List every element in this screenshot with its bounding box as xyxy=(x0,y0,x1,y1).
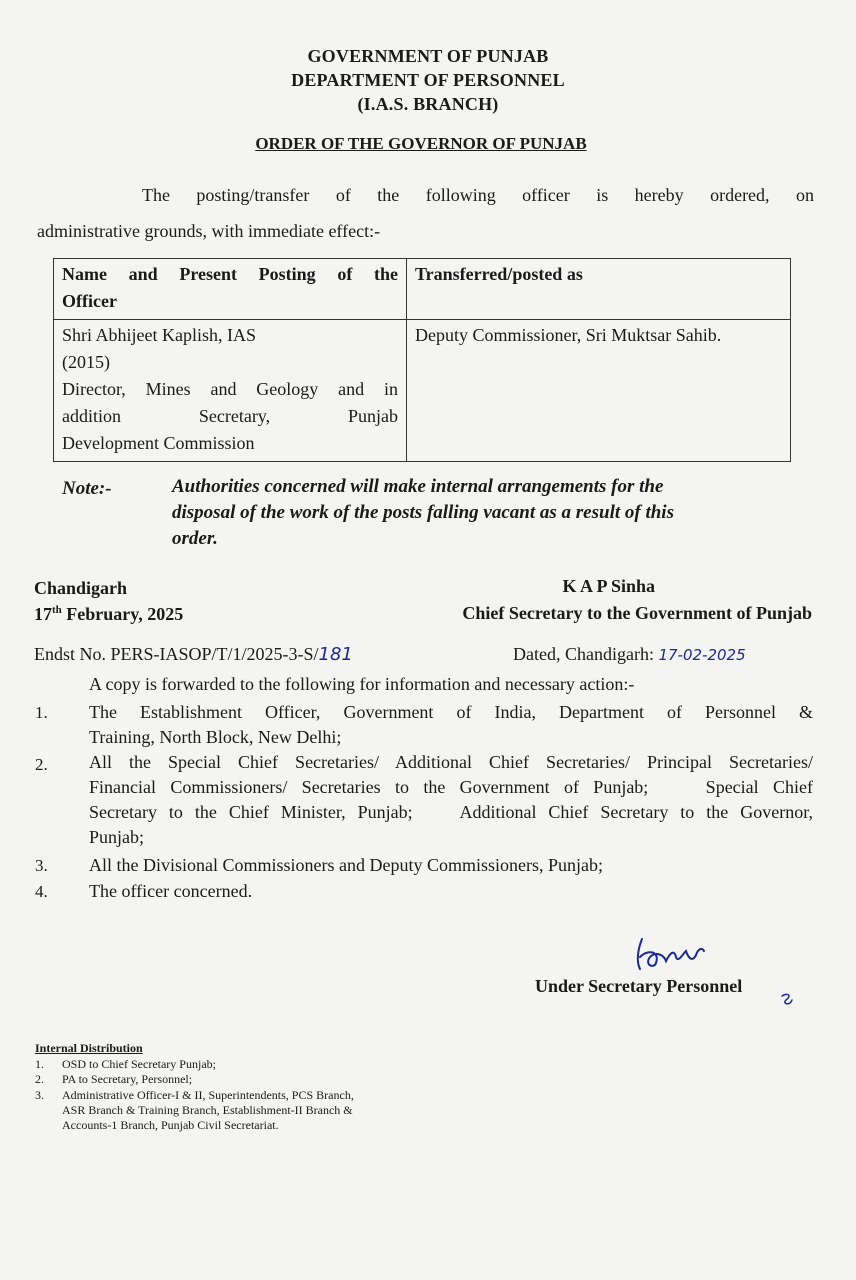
officer-line: Development Commission xyxy=(62,433,255,453)
recipient-line: Punjab; xyxy=(89,827,145,847)
recipient-line: The Establishment Officer, Government of India, Department of Personnel & xyxy=(89,702,813,722)
endst-number xyxy=(34,644,353,665)
date-day: 17 xyxy=(34,604,52,624)
date-rest: February, 2025 xyxy=(66,604,184,624)
recipient-line: Financial Commissioners/ Secretaries to the Government of Punjab; Special Chief xyxy=(89,777,813,797)
col1-header-line-1: Name and Present Posting of the xyxy=(62,264,398,284)
officer-line: addition Secretary, Punjab xyxy=(62,406,398,426)
recipient-line: The officer concerned. xyxy=(89,881,253,901)
header-government: GOVERNMENT OF PUNJAB xyxy=(307,46,549,66)
date-suffix: th xyxy=(52,604,62,616)
recipient-line: All the Divisional Commissioners and Deputy Commissioners, Punjab; xyxy=(89,855,603,875)
distribution-item xyxy=(62,1088,354,1133)
recipient-item xyxy=(89,750,813,850)
officer-line: Shri Abhijeet Kaplish, IAS xyxy=(62,325,256,345)
officer-line: Director, Mines and Geology and in xyxy=(62,379,398,399)
endst-handwritten-date: 17-02-2025 xyxy=(658,646,746,664)
recipient-item xyxy=(89,879,813,904)
distribution-number: 2. xyxy=(35,1072,44,1086)
posting-cell: Deputy Commissioner, Sri Muktsar Sahib. xyxy=(407,320,791,462)
distribution-item: PA to Secretary, Personnel; xyxy=(62,1072,193,1086)
distribution-line: Administrative Officer-I & II, Superintendents, PCS Branch, xyxy=(62,1088,354,1102)
under-secretary: Under Secretary Personnel xyxy=(535,976,743,996)
endst-dated-label: Dated, Chandigarh: xyxy=(513,644,654,664)
recipient-number: 1. xyxy=(35,703,48,722)
officer-cell xyxy=(54,320,407,462)
endst-printed: Endst No. PERS-IASOP/T/1/2025-3-S/ xyxy=(34,644,319,664)
header-branch: (I.A.S. BRANCH) xyxy=(357,94,499,114)
note-line: Authorities concerned will make internal arrangements for the xyxy=(172,476,664,497)
recipient-line: Training, North Block, New Delhi; xyxy=(89,727,342,747)
recipient-line: Secretary to the Chief Minister, Punjab; Additional Chief Secretary to the Governor, xyxy=(89,802,813,822)
table-row xyxy=(54,320,791,462)
recipient-line: All the Special Chief Secretaries/ Additional Chief Secretaries/ Principal Secretaries/ xyxy=(89,752,813,772)
recipient-number: 4. xyxy=(35,882,48,901)
endst-handwritten-number: 181 xyxy=(318,644,353,665)
table-header-row xyxy=(54,259,791,320)
note-line: disposal of the work of the posts falling vacant as a result of this xyxy=(172,502,674,523)
endst-dated xyxy=(513,644,746,665)
distribution-item: OSD to Chief Secretary Punjab; xyxy=(62,1057,216,1071)
order-title: ORDER OF THE GOVERNOR OF PUNJAB xyxy=(255,134,587,153)
recipient-number: 2. xyxy=(35,755,48,774)
note-text xyxy=(172,474,812,552)
distribution-number: 1. xyxy=(35,1057,44,1071)
distribution-line: Accounts-1 Branch, Punjab Civil Secretariat. xyxy=(62,1118,279,1132)
officer-line: (2015) xyxy=(62,352,110,372)
intro-line-1: The posting/transfer of the following officer is hereby ordered, on xyxy=(142,185,814,205)
header-department: DEPARTMENT OF PERSONNEL xyxy=(291,70,565,90)
distribution-number: 3. xyxy=(35,1088,44,1102)
note-line: order. xyxy=(172,528,218,549)
transfer-table xyxy=(53,258,791,462)
recipient-item xyxy=(89,700,813,750)
signatory-name: K A P Sinha xyxy=(562,576,655,596)
forward-text: A copy is forwarded to the following for information and necessary action:- xyxy=(89,674,635,694)
intro-line-2: administrative grounds, with immediate effect:- xyxy=(37,221,381,241)
recipient-number: 3. xyxy=(35,856,48,875)
col1-header-line-2: Officer xyxy=(62,291,117,311)
col-header-transferred: Transferred/posted as xyxy=(407,259,791,320)
place: Chandigarh xyxy=(34,578,128,598)
internal-distribution-title: Internal Distribution xyxy=(35,1041,143,1055)
distribution-line: ASR Branch & Training Branch, Establishment-II Branch & xyxy=(62,1103,353,1117)
signatory-title: Chief Secretary to the Government of Punjab xyxy=(462,603,812,623)
recipient-item xyxy=(89,853,813,878)
col-header-name xyxy=(54,259,407,320)
handwritten-signature xyxy=(630,935,710,975)
handwritten-initial xyxy=(778,990,798,1010)
note-label: Note:- xyxy=(62,478,112,499)
